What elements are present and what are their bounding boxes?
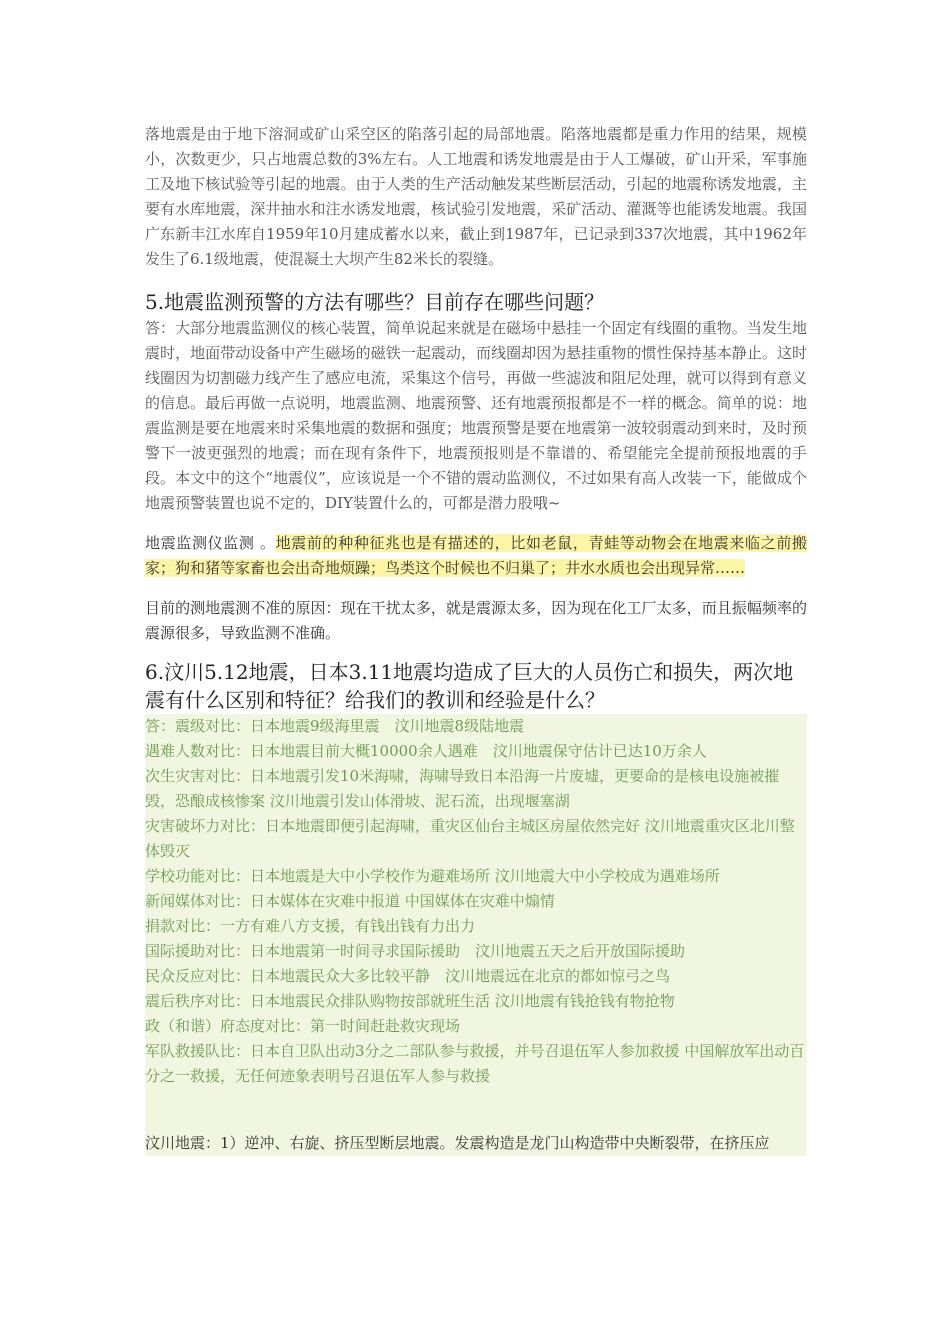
comparison-line: 震后秩序对比：日本地震民众排队购物按部就班生活 汶川地震有钱抢钱有物抢物 (145, 992, 675, 1010)
comparison-line: 新闻媒体对比：日本媒体在灾难中报道 中国媒体在灾难中煽情 (145, 892, 555, 910)
section-6-heading: 6.汶川5.12地震，日本3.11地震均造成了巨大的人员伤亡和损失，两次地震有什么区别和特征？给我们的教训和经验是什么？ (145, 660, 794, 712)
intro-paragraph: 落地震是由于地下溶洞或矿山采空区的陷落引起的局部地震。陷落地震都是重力作用的结果，规模小，次数更少，只占地震总数的3%左右。人工地震和诱发地震是由于人工爆破，矿山开采，军事施工及地下核试验等引起的地震。由于人类的生产活动触发某些断层活动，引起的地震称诱发地震，主要有水库地震，深井抽水和注水诱发地震，核试验引发地震，采矿活动、灌溉等也能诱发地震。我国广东新丰江水库自1959年10月建成蓄水以来，截止到1987年，已记录到337次地震，其中1962年发生了6.1级地震，使混凝土大坝产生82米长的裂缝。 (145, 125, 807, 268)
comparison-line: 国际援助对比：日本地震第一时间寻求国际援助 汶川地震五天之后开放国际援助 (145, 942, 686, 960)
comparison-line: 学校功能对比：日本地震是大中小学校作为避难场所 汶川地震大中小学校成为遇难场所 (145, 867, 720, 885)
comparison-line: 答：震级对比：日本地震9级海里震 汶川地震8级陆地震 (145, 717, 525, 735)
inaccuracy-paragraph: 目前的测地震测不准的原因：现在干扰太多，就是震源太多，因为现在化工厂太多，而且振幅频率的震源很多，导致监测不准确。 (145, 599, 807, 642)
comparison-line: 政（和谐）府态度对比：第一时间赶赴救灾现场 (145, 1017, 461, 1035)
comparison-line: 遇难人数对比：日本地震目前大概10000余人遇难 汶川地震保守估计已达10万余人 (145, 742, 707, 760)
comparison-line: 军队救援队比：日本自卫队出动3分之二部队参与救援，并号召退伍军人参加救援 中国解放军出动百分之一救援，无任何迹象表明号召退伍军人参与救援 (145, 1042, 805, 1085)
section-5-heading: 5.地震监测预警的方法有哪些？目前存在哪些问题？ (145, 290, 605, 314)
wenchuan-line: 汶川地震：1）逆冲、右旋、挤压型断层地震。发震构造是龙门山构造带中央断裂带，在挤压应 (145, 1134, 770, 1152)
comparison-line: 次生灾害对比：日本地震引发10米海啸，海啸导致日本沿海一片废墟，更要命的是核电设施被摧毁，恐酿成核惨案 汶川地震引发山体滑坡、泥石流，出现堰塞湖 (145, 767, 780, 810)
monitor-prefix: 地震监测仪监测 。 (145, 534, 276, 552)
section-5-answer: 答：大部分地震监测仪的核心装置，简单说起来就是在磁场中悬挂一个固定有线圈的重物。当发生地震时，地面带动设备中产生磁场的磁铁一起震动，而线圈却因为悬挂重物的惯性保持基本静止。这时线圈因为切割磁力线产生了感应电流，采集这个信号，再做一些滤波和阻尼处理，就可以得到有意义的信息。最后再做一点说明，地震监测、地震预警、还有地震预报都是不一样的概念。简单的说：地震监测是要在地震来时采集地震的数据和强度；地震预警是要在地震第一波较弱震动到来时，及时预警下一波更强烈的地震；而在现有条件下，地震预报则是不靠谱的、希望能完全提前预报地震的手段。本文中的这个“地震仪”，应该说是一个不错的震动监测仪，不过如果有高人改装一下，能做成个地震预警装置也说不定的，DIY装置什么的，可都是潜力股哦~ (145, 319, 807, 512)
document-content (145, 122, 807, 1156)
monitor-highlight: 地震前的种种征兆也是有描述的，比如老鼠，青蛙等动物会在地震来临之前搬家；狗和猪等家畜也会出奇地烦躁；鸟类这个时候也不归巢了；井水水质也会出现异常…… (145, 534, 807, 577)
comparison-line: 民众反应对比：日本地震民众大多比较平静 汶川地震远在北京的都如惊弓之鸟 (145, 967, 671, 985)
comparison-block (145, 714, 807, 1156)
spacer (145, 1089, 807, 1131)
comparison-line: 灾害破坏力对比：日本地震即便引起海啸，重灾区仙台主城区房屋依然完好 汶川地震重灾区北川整体毁灭 (145, 817, 795, 860)
monitor-paragraph (145, 531, 807, 581)
comparison-line: 捐款对比：一方有难八方支援，有钱出钱有力出力 (145, 917, 476, 935)
